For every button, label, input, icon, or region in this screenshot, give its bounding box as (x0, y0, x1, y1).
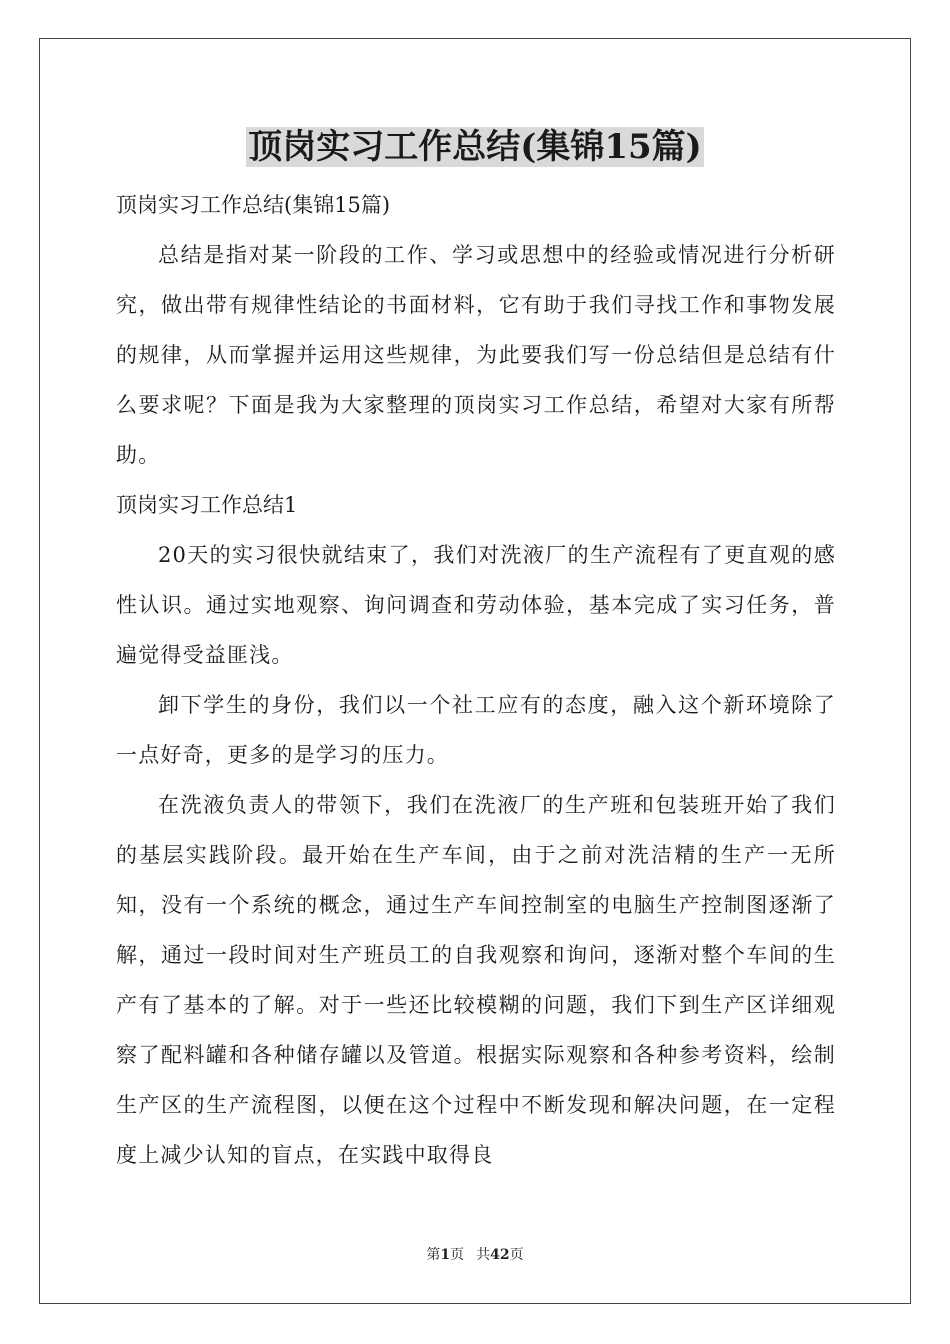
document-title-text: 顶岗实习工作总结(集锦15篇) (248, 127, 702, 167)
section-heading: 顶岗实习工作总结1 (116, 493, 298, 517)
total-prefix: 共 (476, 1247, 491, 1263)
page-prefix: 第 (426, 1247, 441, 1263)
document-subtitle: 顶岗实习工作总结(集锦15篇) (116, 193, 391, 217)
total-pages: 42 (490, 1247, 510, 1263)
intro-paragraph: 总结是指对某一阶段的工作、学习或思想中的经验或情况进行分析研究，做出带有规律性结论的书面材料，它有助于我们寻找工作和事物发展的规律，从而掌握并运用这些规律，为此要我们写一份总结但是总结有什么要求呢？下面是我为大家整理的顶岗实习工作总结，希望对大家有所帮助。 (116, 243, 836, 467)
page-suffix: 页 (450, 1247, 465, 1263)
page-number: 1 (440, 1247, 451, 1263)
document-title (0, 124, 950, 170)
total-suffix: 页 (509, 1247, 524, 1263)
body-paragraph: 20天的实习很快就结束了，我们对洗液厂的生产流程有了更直观的感性认识。通过实地观察、询问调查和劳动体验，基本完成了实习任务，普遍觉得受益匪浅。 (116, 543, 836, 667)
body-paragraph: 卸下学生的身份，我们以一个社工应有的态度，融入这个新环境除了一点好奇，更多的是学习的压力。 (116, 693, 836, 767)
body-paragraph: 在洗液负责人的带领下，我们在洗液厂的生产班和包装班开始了我们的基层实践阶段。最开始在生产车间，由于之前对洗洁精的生产一无所知，没有一个系统的概念，通过生产车间控制室的电脑生产控制图逐渐了解，通过一段时间对生产班员工的自我观察和询问，逐渐对整个车间的生产有了基本的了解。对于一些还比较模糊的问题，我们下到生产区详细观察了配料罐和各种储存罐以及管道。根据实际观察和各种参考资料，绘制生产区的生产流程图，以便在这个过程中不断发现和解决问题，在一定程度上减少认知的盲点，在实践中取得良 (116, 793, 836, 1167)
document-body (116, 180, 836, 1180)
page-footer (0, 1244, 950, 1264)
